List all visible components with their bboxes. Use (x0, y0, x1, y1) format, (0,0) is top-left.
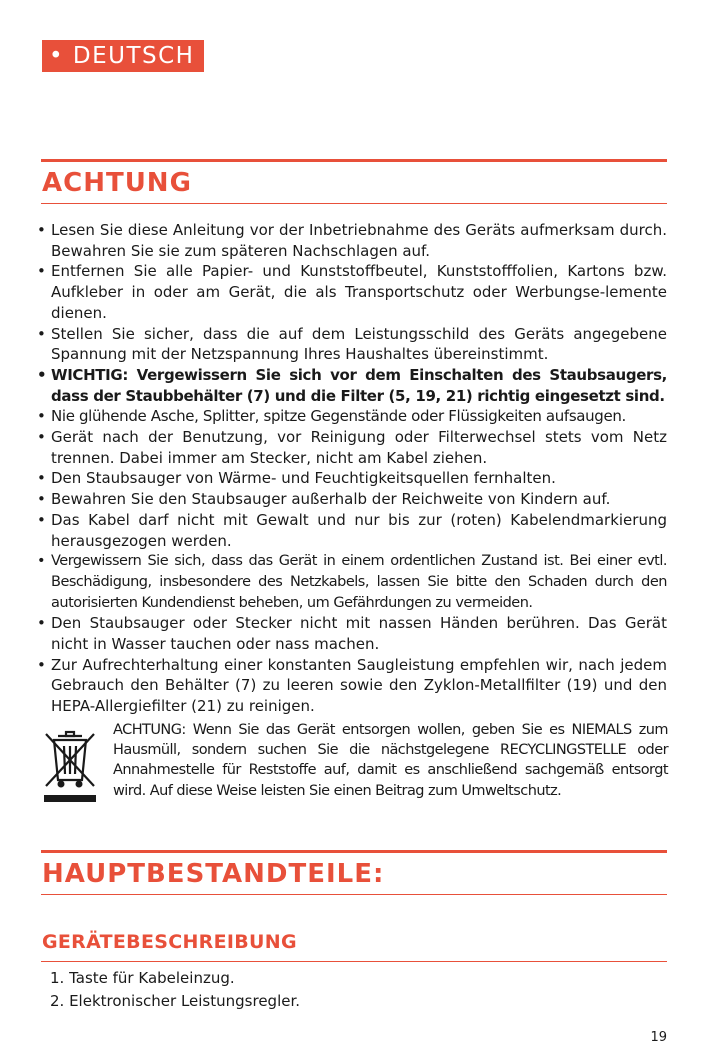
section-rule-top (41, 850, 667, 853)
list-item: 2. Elektronischer Leistungsregler. (50, 992, 301, 1010)
list-item: • Den Staubsauger oder Stecker nicht mit nassen Händen berühren. Das Gerät nicht in Wasser tauchen oder nass machen. (37, 613, 667, 654)
section-rule-bottom (41, 203, 667, 204)
list-item: • Entfernen Sie alle Papier- und Kunststoffbeutel, Kunststofffolien, Kartons bzw. Aufkleber in oder am Gerät, die als Transportschutz oder Werbungse-lemente dienen. (37, 261, 667, 323)
list-item: • Den Staubsauger von Wärme- und Feuchtigkeitsquellen fernhalten. (37, 468, 667, 489)
language-tag: • DEUTSCH (42, 40, 204, 72)
parts-list (50, 967, 300, 1013)
subsection-rule (41, 961, 667, 962)
device-description-heading: GERÄTEBESCHREIBUNG (42, 931, 297, 953)
section-rule-bottom (41, 894, 667, 895)
main-parts-heading: HAUPTBESTANDTEILE: (42, 859, 385, 889)
list-item: • Zur Aufrechterhaltung einer konstanten Saugleistung empfehlen wir, nach jedem Gebrauch den Behälter (7) zu leeren sowie den Zyklon-Metallfilter (19) und den HEPA-Allergiefilter (21) zu reinigen. (37, 655, 667, 717)
list-item: • Das Kabel darf nicht mit Gewalt und nur bis zur (roten) Kabelendmarkierung herausgezogen werden. (37, 510, 667, 551)
list-item: • Lesen Sie diese Anleitung vor der Inbetriebnahme des Geräts aufmerksam durch. Bewahren Sie sie zum späteren Nachschlagen auf. (37, 220, 667, 261)
list-item: • Stellen Sie sicher, dass die auf dem Leistungsschild des Geräts angegebene Spannung mit der Netzspannung Ihres Haushaltes übereinstimmt. (37, 324, 667, 365)
list-item-important: • WICHTIG: Vergewissern Sie sich vor dem Einschalten des Staubsaugers, dass der Staubbehälter (7) und die Filter (5, 19, 21) richtig eingesetzt sind. (37, 365, 667, 406)
list-item: • Nie glühende Asche, Splitter, spitze Gegenstände oder Flüssigkeiten aufsaugen. (37, 406, 667, 427)
safety-instructions-list (37, 220, 667, 717)
crossed-out-wheelie-bin-icon (42, 728, 98, 804)
list-item: • Bewahren Sie den Staubsauger außerhalb der Reichweite von Kindern auf. (37, 489, 667, 510)
page-number: 19 (650, 1030, 667, 1045)
list-item: • Gerät nach der Benutzung, vor Reinigung oder Filterwechsel stets vom Netz trennen. Dabei immer am Stecker, nicht am Kabel ziehen. (37, 427, 667, 468)
list-item: • Vergewissern Sie sich, dass das Gerät in einem ordentlichen Zustand ist. Bei einer evtl. Beschädigung, insbesondere des Netzkabels, lassen Sie bitte den Schaden durch den autorisierten Kundendienst beheben, um Gefährdungen zu vermeiden. (37, 551, 667, 613)
disposal-notice: ACHTUNG: Wenn Sie das Gerät entsorgen wollen, geben Sie es NIEMALS zum Hausmüll, sondern suchen Sie die nächstgelegene RECYCLINGSTELLE oder Annahmestelle für Reststoffe auf, damit es anschließend sachgemäß entsorgt wird. Auf diese Weise leisten Sie einen Beitrag zum Umweltschutz. (113, 722, 668, 799)
section-rule-top (41, 159, 667, 162)
list-item: 1. Taste für Kabeleinzug. (50, 969, 235, 987)
achtung-heading: ACHTUNG (42, 168, 192, 198)
